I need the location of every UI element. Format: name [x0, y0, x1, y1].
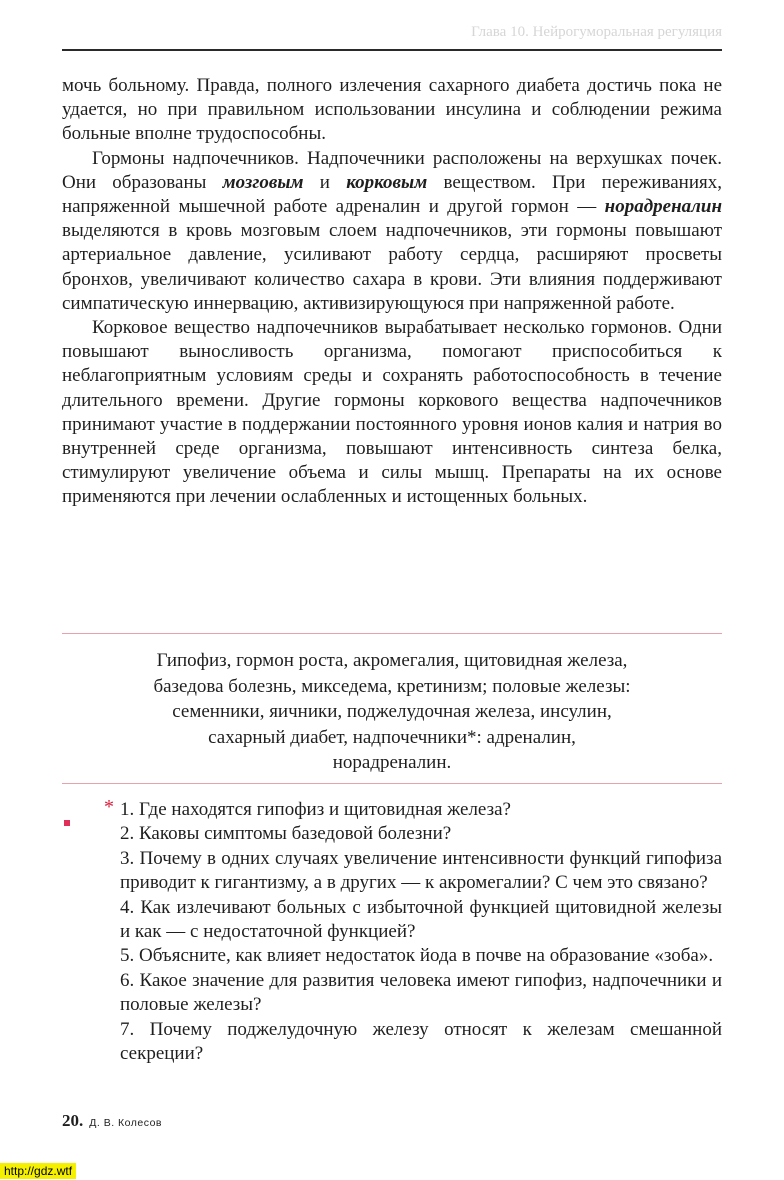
author-name: Д. В. Колесов: [89, 1117, 163, 1129]
terms-top-rule: [62, 633, 722, 634]
keyword-cortex: корковым: [346, 171, 428, 193]
question-item: 5. Объясните, как влияет недостаток йода в почве на образование «зоба».: [120, 945, 714, 967]
keyword-medulla: мозговым: [222, 171, 304, 193]
paragraph-1: мочь больному. Правда, полного излечения сахарного диабета достичь пока не удается, но при правильном использовании инсулина и соблюдении режима больные вполне трудоспособны.: [62, 75, 722, 145]
margin-mark: [64, 820, 70, 826]
page-footer: [62, 1111, 162, 1131]
question-item: 6. Какое значение для развития человека имеют гипофиз, надпочечники и половые железы?: [120, 969, 722, 1016]
asterisk-marker: *: [104, 796, 114, 818]
watermark-link[interactable]: http://gdz.wtf: [0, 1163, 76, 1179]
question-item: 7. Почему поджелудочную железу относят к железам смешанной секреции?: [120, 1018, 722, 1065]
keyword-noradrenaline: норадреналин: [604, 196, 722, 218]
page-number: 20.: [62, 1111, 84, 1130]
p2-text-c: веществом. При переживаниях, напряженной мышечной работе адреналин и другой гормон —: [62, 171, 722, 218]
terms-line: норадреналин.: [332, 752, 452, 773]
terms-line: сахарный диабет, надпочечники*: адреналин,: [208, 726, 576, 748]
question-item: 1. Где находятся гипофиз и щитовидная железа?: [120, 799, 511, 820]
running-header: Глава 10. Нейрогуморальная регуляция: [471, 24, 722, 40]
header-rule: [62, 49, 722, 51]
terms-line: Гипофиз, гормон роста, акромегалия, щитовидная железа,: [156, 650, 628, 671]
question-item: 4. Как излечивают больных с избыточной функцией щитовидной железы и как — с недостаточной функцией?: [120, 896, 722, 943]
p2-text-b: и: [303, 171, 347, 193]
question-item: 2. Каковы симптомы базедовой болезни?: [120, 823, 452, 845]
terms-line: базедова болезнь, микседема, кретинизм; половые железы:: [153, 675, 631, 697]
terms-line: семенники, яичники, поджелудочная железа, инсулин,: [172, 701, 612, 722]
terms-bottom-rule: [62, 783, 722, 784]
review-questions: [120, 798, 722, 1066]
main-text: [62, 74, 722, 510]
question-item: 3. Почему в одних случаях увеличение интенсивности функций гипофиза приводит к гигантизму, а в других — к акромегалии? С чем это связано?: [120, 847, 722, 894]
p2-text-d: выделяются в кровь мозговым слоем надпочечников, эти гормоны повышают артериальное давление, усиливают работу сердца, расширяют просветы бронхов, увеличивают количество сахара в крови. Эти влияния поддерживают симпатическую иннервацию, активизирующуюся при напряженной работе.: [62, 220, 722, 314]
p2-text-a: Гормоны надпочечников. Надпочечники расположены на верхушках почек. Они образованы: [62, 147, 722, 193]
paragraph-cortex-hormones: Корковое вещество надпочечников вырабатывает несколько гормонов. Одни повышают выносливость организма, помогают приспособиться к неблагоприятным условиям среды и сохранять работоспособность в течение длительного времени. Другие гормоны коркового вещества надпочечников принимают участие в поддержании постоянного уровня ионов калия и натрия во внутренней среде организма, повышают интенсивность синтеза белка, стимулируют увеличение объема и силы мышц. Препараты на их основе применяются при лечении ослабленных и истощенных больных.: [62, 317, 722, 508]
key-terms-box: [62, 648, 722, 776]
paragraph-adrenal-glands: [62, 147, 722, 316]
